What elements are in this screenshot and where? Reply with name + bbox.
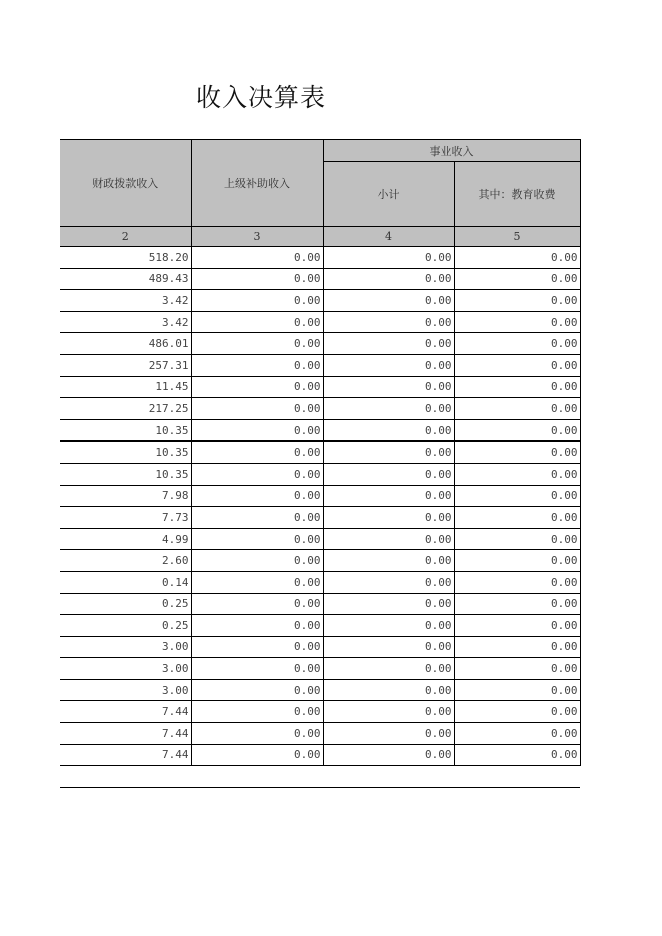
- cell-superior-subsidy: 0.00: [191, 571, 323, 593]
- column-number: 5: [454, 227, 580, 247]
- cell-superior-subsidy: 0.00: [191, 333, 323, 355]
- cell-fiscal-appropriation: 3.00: [60, 636, 191, 658]
- cell-education-fees: 0.00: [454, 528, 580, 550]
- table-row: [60, 290, 580, 312]
- cell-superior-subsidy: 0.00: [191, 636, 323, 658]
- cell-fiscal-appropriation: 10.35: [60, 419, 191, 441]
- cell-fiscal-appropriation: 486.01: [60, 333, 191, 355]
- cell-business-subtotal: 0.00: [323, 615, 454, 637]
- cell-fiscal-appropriation: 2.60: [60, 550, 191, 572]
- cell-fiscal-appropriation: 7.73: [60, 507, 191, 529]
- cell-superior-subsidy: 0.00: [191, 701, 323, 723]
- cell-business-subtotal: 0.00: [323, 247, 454, 269]
- cell-education-fees: 0.00: [454, 247, 580, 269]
- cell-fiscal-appropriation: 0.25: [60, 593, 191, 615]
- cell-education-fees: 0.00: [454, 615, 580, 637]
- cell-business-subtotal: 0.00: [323, 398, 454, 420]
- cell-superior-subsidy: 0.00: [191, 441, 323, 463]
- cell-fiscal-appropriation: 3.42: [60, 311, 191, 333]
- cell-education-fees: 0.00: [454, 354, 580, 376]
- cell-education-fees: 0.00: [454, 593, 580, 615]
- cell-superior-subsidy: 0.00: [191, 354, 323, 376]
- table-row: [60, 463, 580, 485]
- table-row: [60, 507, 580, 529]
- header-superior-subsidy-income: 上级补助收入: [191, 140, 323, 227]
- cell-superior-subsidy: 0.00: [191, 398, 323, 420]
- cell-business-subtotal: 0.00: [323, 354, 454, 376]
- cell-fiscal-appropriation: 10.35: [60, 463, 191, 485]
- cell-fiscal-appropriation: 7.44: [60, 723, 191, 745]
- cell-superior-subsidy: 0.00: [191, 528, 323, 550]
- cell-fiscal-appropriation: 7.44: [60, 744, 191, 766]
- table-row: [60, 311, 580, 333]
- cell-fiscal-appropriation: 0.14: [60, 571, 191, 593]
- cell-education-fees: 0.00: [454, 268, 580, 290]
- cell-business-subtotal: 0.00: [323, 463, 454, 485]
- cell-education-fees: 0.00: [454, 658, 580, 680]
- table-row: [60, 744, 580, 766]
- table-row: [60, 550, 580, 572]
- cell-business-subtotal: 0.00: [323, 701, 454, 723]
- column-number: 4: [323, 227, 454, 247]
- cell-superior-subsidy: 0.00: [191, 419, 323, 441]
- cell-fiscal-appropriation: 7.44: [60, 701, 191, 723]
- cell-business-subtotal: 0.00: [323, 311, 454, 333]
- table-row: [60, 441, 580, 463]
- cell-education-fees: 0.00: [454, 398, 580, 420]
- cell-fiscal-appropriation: 10.35: [60, 441, 191, 463]
- table-row: [60, 593, 580, 615]
- header-education-fees: 其中：教育收费: [454, 162, 580, 227]
- cell-superior-subsidy: 0.00: [191, 247, 323, 269]
- cell-education-fees: 0.00: [454, 311, 580, 333]
- cell-business-subtotal: 0.00: [323, 333, 454, 355]
- cell-education-fees: 0.00: [454, 679, 580, 701]
- table-row: [60, 658, 580, 680]
- cell-fiscal-appropriation: 3.42: [60, 290, 191, 312]
- cell-education-fees: 0.00: [454, 290, 580, 312]
- cell-education-fees: 0.00: [454, 723, 580, 745]
- table-row: [60, 247, 580, 269]
- cell-business-subtotal: 0.00: [323, 528, 454, 550]
- cell-business-subtotal: 0.00: [323, 723, 454, 745]
- table-row: [60, 398, 580, 420]
- cell-superior-subsidy: 0.00: [191, 290, 323, 312]
- cell-education-fees: 0.00: [454, 744, 580, 766]
- cell-fiscal-appropriation: 7.98: [60, 485, 191, 507]
- cell-education-fees: 0.00: [454, 441, 580, 463]
- cell-superior-subsidy: 0.00: [191, 376, 323, 398]
- header-fiscal-appropriation-income: 财政拨款收入: [60, 140, 191, 227]
- cell-education-fees: 0.00: [454, 507, 580, 529]
- table-bottom-rule: [60, 787, 580, 788]
- cell-superior-subsidy: 0.00: [191, 744, 323, 766]
- table-row: [60, 333, 580, 355]
- cell-superior-subsidy: 0.00: [191, 723, 323, 745]
- table-row: [60, 376, 580, 398]
- cell-fiscal-appropriation: 217.25: [60, 398, 191, 420]
- cell-fiscal-appropriation: 11.45: [60, 376, 191, 398]
- column-number: 2: [60, 227, 191, 247]
- cell-superior-subsidy: 0.00: [191, 615, 323, 637]
- header-business-income-group: 事业收入: [323, 140, 580, 162]
- cell-business-subtotal: 0.00: [323, 485, 454, 507]
- cell-superior-subsidy: 0.00: [191, 679, 323, 701]
- cell-business-subtotal: 0.00: [323, 744, 454, 766]
- cell-business-subtotal: 0.00: [323, 419, 454, 441]
- cell-fiscal-appropriation: 489.43: [60, 268, 191, 290]
- cell-fiscal-appropriation: 3.00: [60, 679, 191, 701]
- cell-fiscal-appropriation: 3.00: [60, 658, 191, 680]
- cell-education-fees: 0.00: [454, 550, 580, 572]
- table-row: [60, 419, 580, 441]
- table-row: [60, 354, 580, 376]
- cell-education-fees: 0.00: [454, 701, 580, 723]
- cell-superior-subsidy: 0.00: [191, 550, 323, 572]
- cell-education-fees: 0.00: [454, 571, 580, 593]
- cell-superior-subsidy: 0.00: [191, 593, 323, 615]
- table-row: [60, 571, 580, 593]
- cell-business-subtotal: 0.00: [323, 376, 454, 398]
- income-report-table: [60, 139, 581, 766]
- cell-business-subtotal: 0.00: [323, 593, 454, 615]
- cell-fiscal-appropriation: 0.25: [60, 615, 191, 637]
- cell-education-fees: 0.00: [454, 485, 580, 507]
- table-row: [60, 268, 580, 290]
- cell-superior-subsidy: 0.00: [191, 485, 323, 507]
- cell-business-subtotal: 0.00: [323, 658, 454, 680]
- page-title: 收入决算表: [196, 83, 327, 112]
- table-row: [60, 679, 580, 701]
- cell-education-fees: 0.00: [454, 636, 580, 658]
- table-row: [60, 636, 580, 658]
- cell-superior-subsidy: 0.00: [191, 311, 323, 333]
- header-subtotal: 小计: [323, 162, 454, 227]
- cell-fiscal-appropriation: 4.99: [60, 528, 191, 550]
- cell-business-subtotal: 0.00: [323, 636, 454, 658]
- cell-superior-subsidy: 0.00: [191, 463, 323, 485]
- cell-business-subtotal: 0.00: [323, 571, 454, 593]
- cell-education-fees: 0.00: [454, 419, 580, 441]
- column-number: 3: [191, 227, 323, 247]
- table-row: [60, 615, 580, 637]
- cell-education-fees: 0.00: [454, 463, 580, 485]
- cell-business-subtotal: 0.00: [323, 290, 454, 312]
- table-row: [60, 485, 580, 507]
- cell-superior-subsidy: 0.00: [191, 507, 323, 529]
- cell-business-subtotal: 0.00: [323, 268, 454, 290]
- cell-superior-subsidy: 0.00: [191, 268, 323, 290]
- cell-business-subtotal: 0.00: [323, 507, 454, 529]
- table-row: [60, 528, 580, 550]
- cell-fiscal-appropriation: 257.31: [60, 354, 191, 376]
- cell-business-subtotal: 0.00: [323, 679, 454, 701]
- cell-education-fees: 0.00: [454, 333, 580, 355]
- cell-fiscal-appropriation: 518.20: [60, 247, 191, 269]
- table-row: [60, 701, 580, 723]
- cell-business-subtotal: 0.00: [323, 441, 454, 463]
- cell-education-fees: 0.00: [454, 376, 580, 398]
- table-body: [60, 247, 580, 766]
- cell-business-subtotal: 0.00: [323, 550, 454, 572]
- cell-superior-subsidy: 0.00: [191, 658, 323, 680]
- table-row: [60, 723, 580, 745]
